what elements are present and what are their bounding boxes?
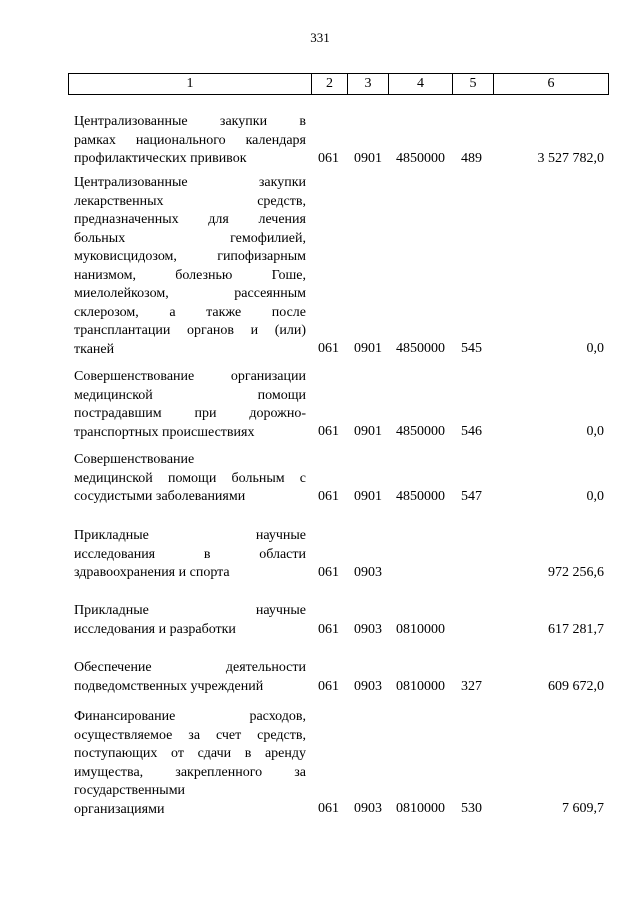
cell-col-2: 061 — [318, 151, 339, 166]
desc-line: Прикладные научные — [74, 603, 306, 618]
cell-col-2: 061 — [318, 679, 339, 694]
cell-col-2: 061 — [318, 565, 339, 580]
cell-col-6: 0,0 — [586, 489, 604, 504]
desc-line: предназначенных для лечения — [74, 212, 306, 227]
cell-col-4: 0810000 — [396, 622, 445, 637]
cell-col-2: 061 — [318, 489, 339, 504]
cell-col-3: 0901 — [354, 489, 382, 504]
cell-col-5: 530 — [461, 801, 482, 816]
row-description — [74, 368, 306, 442]
cell-col-6: 3 527 782,0 — [537, 151, 604, 166]
header-col-3: 3 — [348, 74, 389, 95]
desc-line: имущества, закрепленного за — [74, 764, 306, 780]
header-col-1: 1 — [69, 74, 312, 95]
cell-col-6: 7 609,7 — [562, 801, 604, 816]
cell-col-3: 0903 — [354, 801, 382, 816]
row-description — [74, 113, 306, 169]
desc-line: здравоохранения и спорта — [74, 565, 230, 580]
row-description — [74, 708, 306, 819]
desc-line: медицинской помощи больным с — [74, 470, 306, 486]
desc-line: больных гемофилией, — [74, 230, 306, 246]
cell-col-6: 0,0 — [586, 341, 604, 356]
cell-col-4: 4850000 — [396, 341, 445, 356]
desc-line: пострадавшим при дорожно- — [74, 406, 306, 421]
desc-line: муковисцидозом, гипофизарным — [74, 249, 306, 264]
cell-col-2: 061 — [318, 424, 339, 439]
cell-col-5: 489 — [461, 151, 482, 166]
cell-col-4: 4850000 — [396, 151, 445, 166]
cell-col-6: 972 256,6 — [548, 565, 604, 580]
cell-col-6: 0,0 — [586, 424, 604, 439]
desc-line: тканей — [74, 341, 115, 357]
cell-col-4: 4850000 — [396, 424, 445, 439]
page-number: 331 — [310, 30, 330, 45]
desc-line: склерозом, а также после — [74, 304, 306, 320]
desc-line: нанизмом, болезнью Гоше, — [74, 267, 306, 283]
desc-line: транспортных происшествиях — [74, 424, 255, 440]
cell-col-6: 609 672,0 — [548, 679, 604, 694]
desc-line: Финансирование расходов, — [74, 709, 306, 724]
row-description — [74, 659, 306, 696]
desc-line: Совершенствование — [74, 452, 195, 467]
desc-line: медицинской помощи — [74, 387, 306, 403]
cell-col-3: 0901 — [354, 424, 382, 439]
cell-col-5: 327 — [461, 679, 482, 694]
header-col-5: 5 — [453, 74, 494, 95]
row-description — [74, 451, 306, 507]
cell-col-5: 545 — [461, 341, 482, 356]
desc-line: подведомственных учреждений — [74, 678, 264, 694]
cell-col-2: 061 — [318, 622, 339, 637]
desc-line: Централизованные закупки в — [74, 114, 306, 129]
header-col-2: 2 — [312, 74, 348, 95]
header-col-6: 6 — [494, 74, 609, 95]
table-header — [68, 73, 609, 95]
desc-line: исследования в области — [74, 546, 306, 562]
desc-line: государственными — [74, 783, 186, 798]
cell-col-4: 0810000 — [396, 801, 445, 816]
desc-line: рамках национального календаря — [74, 132, 306, 148]
desc-line: исследования и разработки — [74, 621, 236, 637]
cell-col-5: 546 — [461, 424, 482, 439]
desc-line: лекарственных средств, — [74, 193, 306, 209]
cell-col-3: 0903 — [354, 622, 382, 637]
cell-col-4: 0810000 — [396, 679, 445, 694]
desc-line: трансплантации органов и (или) — [74, 323, 306, 338]
desc-line: Централизованные закупки — [74, 175, 306, 190]
desc-line: осуществляемое за счет средств, — [74, 727, 306, 743]
cell-col-3: 0901 — [354, 341, 382, 356]
cell-col-3: 0903 — [354, 679, 382, 694]
desc-line: организациями — [74, 801, 165, 817]
desc-line: миелолейкозом, рассеянным — [74, 286, 306, 301]
row-description — [74, 602, 306, 639]
desc-line: Прикладные научные — [74, 528, 306, 543]
cell-col-2: 061 — [318, 341, 339, 356]
row-description — [74, 174, 306, 359]
desc-line: сосудистыми заболеваниями — [74, 489, 246, 504]
cell-col-2: 061 — [318, 801, 339, 816]
cell-col-3: 0901 — [354, 151, 382, 166]
desc-line: Совершенствование организации — [74, 369, 306, 384]
row-description — [74, 527, 306, 583]
cell-col-3: 0903 — [354, 565, 382, 580]
desc-line: поступающих от сдачи в аренду — [74, 746, 306, 761]
header-col-4: 4 — [389, 74, 453, 95]
desc-line: Обеспечение деятельности — [74, 660, 306, 675]
desc-line: профилактических прививок — [74, 151, 247, 166]
cell-col-6: 617 281,7 — [548, 622, 604, 637]
cell-col-4: 4850000 — [396, 489, 445, 504]
cell-col-5: 547 — [461, 489, 482, 504]
